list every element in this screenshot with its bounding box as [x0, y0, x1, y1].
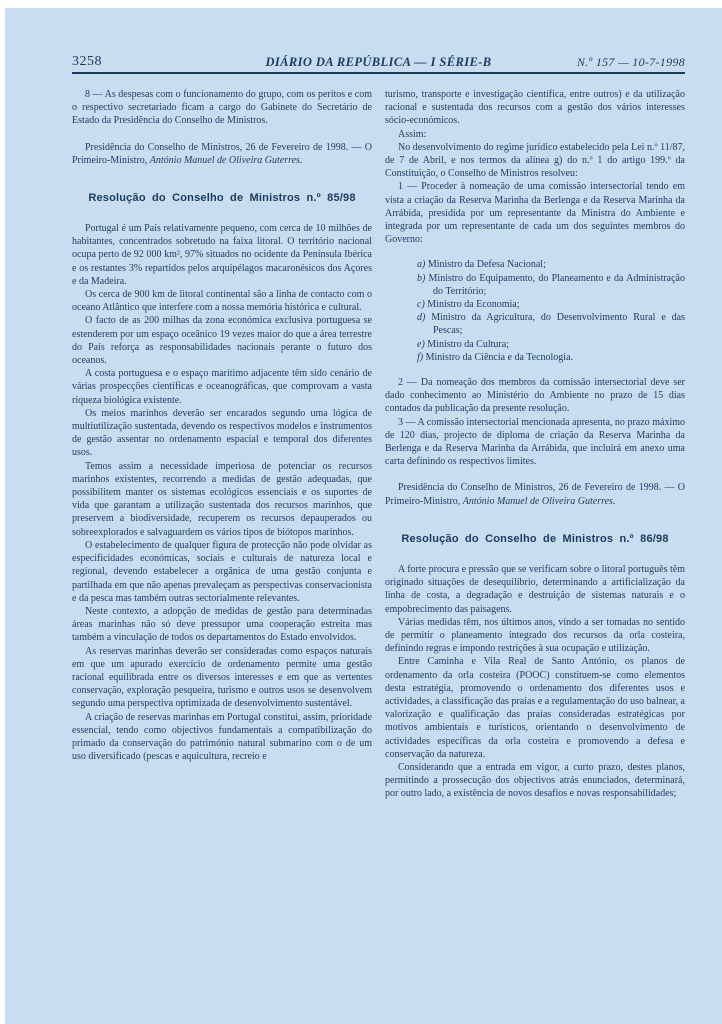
- paragraph: A criação de reservas marinhas em Portugal constitui, assim, prioridade essencial, tendo como objectivos fundamentais a compatibilização do primado da conservação do património natural submarino com o de um uso diversificado (pescas e aquicultura, recreio e: [72, 711, 372, 763]
- paragraph: No desenvolvimento do regime jurídico estabelecido pela Lei n.º 11/87, de 7 de Abril, e nos termos da alínea g) do n.º 1 do artigo 199.º da Constituição, o Conselho de Ministros resolveu:: [385, 141, 685, 180]
- list-letter: e): [417, 338, 425, 350]
- list-letter: a): [417, 259, 426, 271]
- paragraph: As reservas marinhas deverão ser consideradas como espaços naturais em que um apurado exercício de ordenamento permite uma gestão racional equilibrada entre os diversos interesses e em que as vertentes conservação, exploração pesqueira, turismo e outros usos se desenvolvem segundo uma perspectiva optimizada de desenvolvimento sustentável.: [72, 645, 372, 710]
- list-text: Ministro do Equipamento, do Planeamento e da Administração do Território;: [425, 272, 685, 297]
- paragraph: A forte procura e pressão que se verificam sobre o litoral português têm originado situações de desequilíbrio, determinando a artificialização da linha de costa, a degradação e destruição de sistemas naturais e o empobrecimento das paisagens.: [385, 563, 685, 615]
- paragraph: Neste contexto, a adopção de medidas de gestão para determinadas áreas marinhas não só deve pressupor uma cooperação estreita mas também a vinculação de todos os departamentos do Estado envolvidos.: [72, 605, 372, 644]
- paragraph: Portugal é um País relativamente pequeno, com cerca de 10 milhões de habitantes, concentrados sobretudo na faixa litoral. O território nacional ocupa perto de 92 000 km², 97% situados no ocidente da Península Ibérica e os restantes 3% repartidos pelos arquipélagos macaronésicos dos Açores e da Madeira.: [72, 223, 372, 287]
- paragraph: Considerando que a entrada em vigor, a curto prazo, destes planos, permitindo a prossecução dos objectivos atrás enunciados, determinará, por outro lado, a existência de novos desafios e novas responsabilidades;: [385, 761, 685, 800]
- list-text: Ministro da Ciência e da Tecnologia.: [423, 351, 574, 363]
- paragraph: 3 — A comissão intersectorial mencionada apresenta, no prazo máximo de 120 dias, projecto de diploma de criação da Reserva Marinha da Berlenga e da Reserva Marinha da Arrábida, que incluirá em anexo uma carta definindo os respectivos limites.: [385, 416, 685, 468]
- publication-title: DIÁRIO DA REPÚBLICA — I SÉRIE-B: [265, 55, 492, 69]
- paragraph: Os cerca de 900 km de litoral continental são a linha de contacto com o oceano Atlântico que interfere com a nossa memória histórica e cultural.: [72, 289, 372, 314]
- masthead: [72, 48, 685, 72]
- list-text: Ministro da Cultura;: [424, 338, 509, 350]
- list-item: [417, 298, 685, 311]
- list-item: [417, 258, 685, 271]
- signoff: [72, 141, 372, 167]
- paragraph: O estabelecimento de qualquer figura de protecção não pode olvidar as especificidades económicas, sociais e culturais de natureza local e regional, devendo estabelecer a orgânica de uma gestão conjunta e partilhada em que não apenas prevaleçam as perspectivas conservacionista e da pesca mas também outras sectorialmente relevantes.: [72, 539, 372, 604]
- signoff-name: António Manuel de Oliveira Guterres.: [462, 495, 616, 507]
- paragraph: O facto de as 200 milhas da zona económica exclusiva portuguesa se estenderem por um espaço oceânico 19 vezes maior do que a área terrestre do País reforça as responsabilidades nacionais perante o futuro dos oceanos.: [72, 315, 372, 367]
- page-sheet: [5, 8, 722, 1024]
- paragraph: 8 — As despesas com o funcionamento do grupo, com os peritos e com o respectivo secretariado ficam a cargo do Gabinete do Secretário de Estado da Presidência do Conselho de Ministros.: [72, 89, 372, 127]
- list-item: [417, 272, 685, 298]
- masthead-rule: [72, 72, 685, 74]
- signoff-text: Presidência do Conselho de Ministros, 26 de Fevereiro de 1998. — O Primeiro-Ministro,: [72, 141, 372, 166]
- right-column: [385, 88, 685, 801]
- list-letter: c): [417, 299, 425, 311]
- paragraph: 1 — Proceder à nomeação de uma comissão intersectorial tendo em vista a criação da Reserva Marinha da Berlenga e da Reserva Marinha da Arrábida, presidida por um representante da Ministra do Ambiente e integrada por um representante de cada um dos seguintes membros do Governo:: [385, 181, 685, 246]
- list-text: Ministro da Agricultura, do Desenvolvimento Rural e das Pescas;: [425, 312, 685, 337]
- list-letter: f): [417, 351, 424, 363]
- list-item: [417, 311, 685, 337]
- issue-date: N.º 157 — 10-7-1998: [576, 55, 685, 69]
- signoff: [385, 481, 685, 507]
- list-item: [417, 338, 685, 351]
- paragraph: A costa portuguesa e o espaço marítimo adjacente têm sido cenário de várias prospecções científicas e oceanográficas, que comprovam a vasta riqueza biológica existente.: [72, 368, 372, 406]
- paragraph: Assim:: [398, 128, 427, 140]
- resolution-86-heading: Resolução do Conselho de Ministros n.º 86/98: [401, 532, 669, 545]
- page-number: 3258: [72, 54, 102, 69]
- list-letter: d): [417, 312, 426, 324]
- government-members-list: [385, 258, 685, 364]
- signoff-text: Presidência do Conselho de Ministros, 26 de Fevereiro de 1998. — O Primeiro-Ministro,: [385, 482, 685, 507]
- paragraph: Temos assim a necessidade imperiosa de potenciar os recursos marinhos existentes, recorrendo a medidas de gestão adequadas, que possibilitem manter os sistemas ecológicos essenciais e os suportes de vida que garantam a utilização sustentada dos recursos marinhos, que preservem a biodiversidade, recuperem os recursos depauperados ou sobreexplorados e salvaguardem os vários tipos de biótopos marinhos.: [72, 460, 372, 538]
- paragraph: Os meios marinhos deverão ser encarados segundo uma lógica de multiutilização sustentada, devendo os respectivos modelos e instrumentos de gestão assentar no ordenamento espacial e temporal dos diferentes usos.: [72, 407, 372, 459]
- signoff-name: António Manuel de Oliveira Guterres.: [149, 154, 303, 166]
- paragraph-continuation: turismo, transporte e investigação científica, entre outros) e da utilização racional e sustentada dos recursos com a gestão dos vários interesses sócio-económicos.: [385, 89, 685, 127]
- resolution-85-heading: Resolução do Conselho de Ministros n.º 85/98: [88, 192, 356, 205]
- paragraph: Entre Caminha e Vila Real de Santo António, os planos de ordenamento da orla costeira (POOC) constituem-se como elementos desta estratégia, promovendo o ordenamento dos diferentes usos e actividades, a classificação das praias e a regulamentação do uso balnear, a valorização e qualificação das praias consideradas estratégicas por motivos ambientais e turísticos, orientando o desenvolvimento de actividades específicas da orla costeira e promovendo a defesa e conservação da natureza.: [385, 656, 685, 760]
- list-text: Ministro da Economia;: [424, 299, 520, 311]
- list-letter: b): [417, 272, 426, 284]
- list-item: [417, 351, 685, 364]
- list-text: Ministro da Defesa Nacional;: [425, 259, 546, 271]
- left-column: [72, 88, 372, 763]
- paragraph: Várias medidas têm, nos últimos anos, vindo a ser tomadas no sentido de permitir o planeamento integrado dos recursos da orla costeira, definindo regras e impondo restrições à sua ocupação e utilização.: [385, 616, 685, 655]
- paragraph: 2 — Da nomeação dos membros da comissão intersectorial deve ser dado conhecimento ao Ministério do Ambiente no prazo de 15 dias contados da publicação da presente resolução.: [385, 377, 685, 415]
